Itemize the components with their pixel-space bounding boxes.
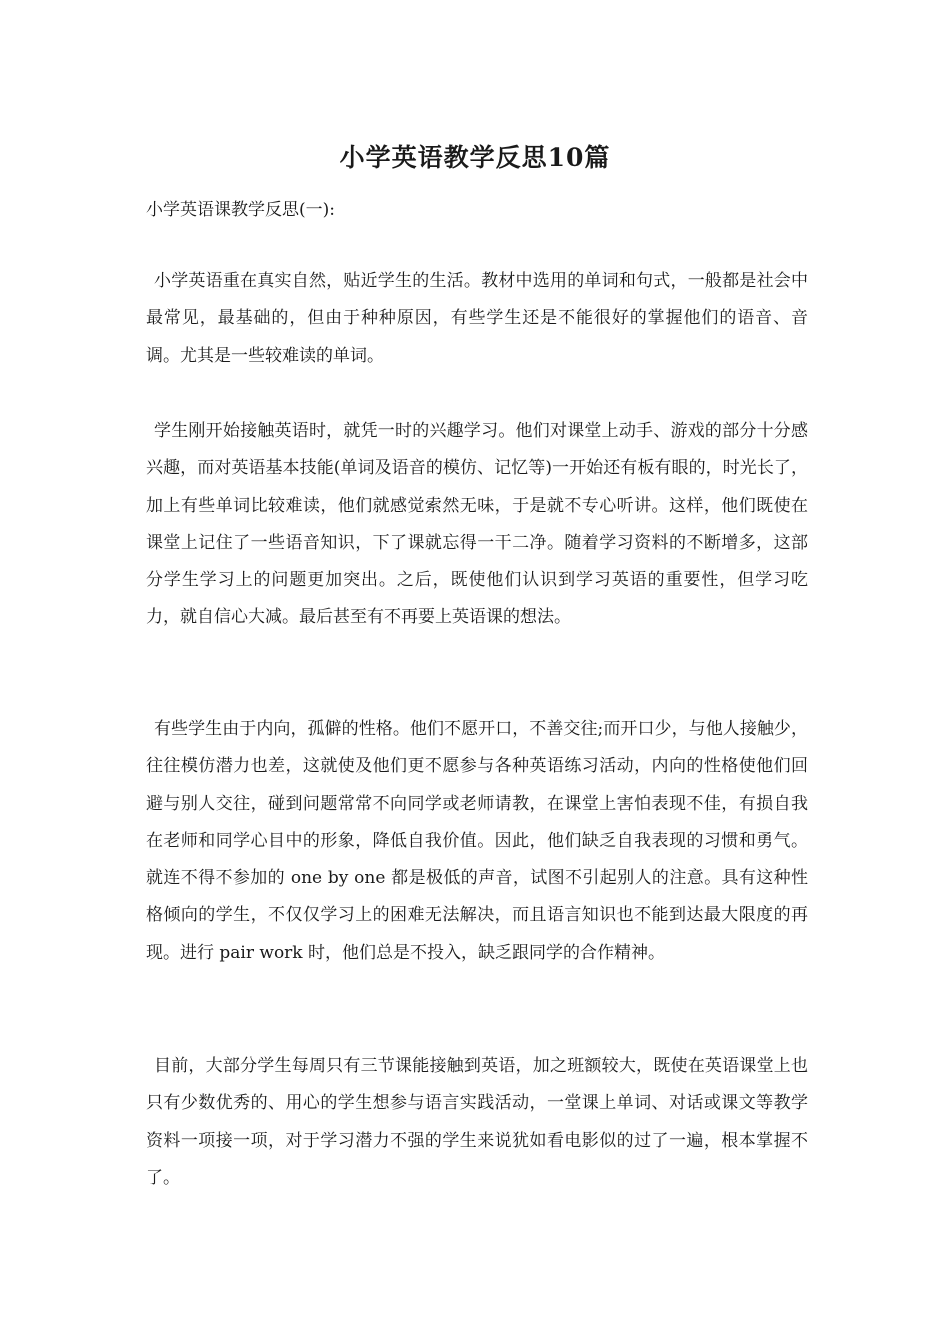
document-title: 小学英语教学反思10篇 bbox=[339, 143, 611, 172]
paragraph-3: 有些学生由于内向，孤僻的性格。他们不愿开口，不善交往;而开口少，与他人接触少，往往模仿潜力也差，这就使及他们更不愿参与各种英语练习活动，内向的性格使他们回避与别人交往，碰到问题常常不向同学或老师请教，在课堂上害怕表现不佳，有损自我在老师和同学心目中的形象，降低自我价值。因此，他们缺乏自我表现的习惯和勇气。就连不得不参加的 one by one 都是极低的声音，试图不引起别人的注意。具有这种性格倾向的学生，不仅仅学习上的困难无法解决，而且语言知识也不能到达最大限度的再现。进行 pair work 时，他们总是不投入，缺乏跟同学的合作精神。 bbox=[146, 719, 808, 963]
paragraph-4: 目前，大部分学生每周只有三节课能接触到英语，加之班额较大，既使在英语课堂上也只有少数优秀的、用心的学生想参与语言实践活动，一堂课上单词、对话或课文等教学资料一项接一项，对于学习潜力不强的学生来说犹如看电影似的过了一遍，根本掌握不了。 bbox=[146, 1056, 808, 1188]
paragraph-2: 学生刚开始接触英语时，就凭一时的兴趣学习。他们对课堂上动手、游戏的部分十分感兴趣，而对英语基本技能(单词及语音的模仿、记忆等)一开始还有板有眼的，时光长了，加上有些单词比较难读，他们就感觉索然无味，于是就不专心听讲。这样，他们既使在课堂上记住了一些语音知识，下了课就忘得一干二净。随着学习资料的不断增多，这部分学生学习上的问题更加突出。之后，既使他们认识到学习英语的重要性，但学习吃力，就自信心大减。最后甚至有不再要上英语课的想法。 bbox=[146, 421, 808, 628]
paragraph-1: 小学英语重在真实自然，贴近学生的生活。教材中选用的单词和句式，一般都是社会中最常见，最基础的，但由于种种原因，有些学生还是不能很好的掌握他们的语音、音调。尤其是一些较难读的单词。 bbox=[146, 271, 808, 366]
section-heading: 小学英语课教学反思(一): bbox=[146, 200, 335, 220]
